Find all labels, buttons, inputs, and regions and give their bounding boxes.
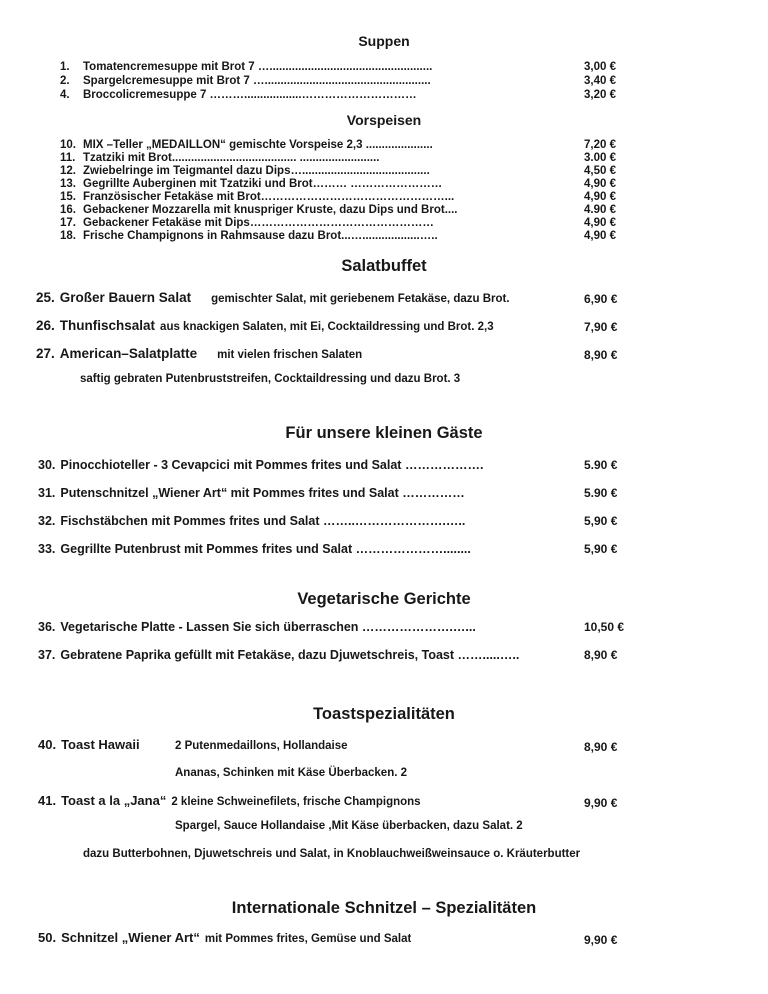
item-name: Gebackener Fetakäse mit Dips xyxy=(83,217,250,229)
item-name: Putenschnitzel „Wiener Art“ mit Pommes frites und Salat xyxy=(60,486,399,500)
menu-item-12 xyxy=(0,165,768,178)
item-price: 4,90 € xyxy=(584,217,616,229)
item-name: Frische Champignons in Rahmsause dazu Brot xyxy=(83,230,342,242)
dot-leader: …………… xyxy=(398,486,465,500)
item-40-subline: Ananas, Schinken mit Käse Überbacken. 2 xyxy=(175,767,408,779)
item-price: 4,90 € xyxy=(584,191,616,203)
menu-item-18 xyxy=(0,230,768,243)
menu-item-36 xyxy=(0,620,768,635)
item-number: 27. xyxy=(36,346,55,361)
item-price: 8,90 € xyxy=(584,740,618,754)
item-text xyxy=(38,737,348,754)
menu-item-11 xyxy=(0,152,768,165)
item-number: 1. xyxy=(60,61,70,73)
item-text xyxy=(36,290,510,307)
item-text xyxy=(38,930,411,947)
item-name: Gegrillte Putenbrust mit Pommes frites und Salat xyxy=(60,542,353,556)
menu-item-26 xyxy=(0,318,768,334)
item-text xyxy=(60,165,430,178)
item-text xyxy=(38,514,465,529)
item-number: 26. xyxy=(36,318,55,333)
menu-item-31 xyxy=(0,486,768,501)
item-number: 2. xyxy=(60,75,70,87)
item-text xyxy=(38,458,483,473)
dot-leader: ……..………………….….. xyxy=(319,514,466,528)
item-text xyxy=(38,486,465,501)
item-text xyxy=(60,217,434,230)
item-number-name xyxy=(38,737,175,753)
section-title-salatbuffet: Salatbuffet xyxy=(341,257,427,275)
item-name: Broccolicremesuppe 7 xyxy=(83,89,207,101)
item-text xyxy=(38,793,421,810)
dot-leader: ..................... xyxy=(362,139,433,151)
item-description: aus knackigen Salaten, mit Ei, Cocktaildressing und Brot. 2,3 xyxy=(160,321,494,333)
item-number: 11. xyxy=(60,152,76,164)
item-name: Thunfischsalat xyxy=(59,318,156,333)
item-number: 25. xyxy=(36,290,55,305)
item-text xyxy=(60,191,454,204)
item-name: Toast a la „Jana“ xyxy=(61,793,167,808)
item-number: 31. xyxy=(38,486,56,500)
item-text xyxy=(38,648,519,663)
item-41-subline: Spargel, Sauce Hollandaise ,Mit Käse überbacken, dazu Salat. 2 xyxy=(175,820,523,832)
item-number: 12. xyxy=(60,165,76,177)
section-toast xyxy=(0,737,768,861)
item-price: 7,90 € xyxy=(584,320,618,334)
item-description: 2 Putenmedaillons, Hollandaise xyxy=(175,740,348,752)
item-price: 3,40 € xyxy=(584,75,616,87)
item-name: Spargelcremesuppe mit Brot 7 xyxy=(83,75,250,87)
section-title-vorspeisen: Vorspeisen xyxy=(346,112,422,128)
section-salatbuffet xyxy=(0,290,768,362)
toast-note: dazu Butterbohnen, Djuwetschreis und Salat, in Knoblauchweißweinsauce o. Kräuterbutter xyxy=(83,848,581,860)
item-price: 8,90 € xyxy=(584,348,618,362)
section-title-kinder: Für unsere kleinen Gäste xyxy=(285,424,483,442)
dot-leader: ………..................………………………… xyxy=(206,89,417,101)
menu-item-40 xyxy=(0,737,768,753)
item-name: Gegrillte Auberginen mit Tzatziki und Brot xyxy=(83,178,313,190)
item-price: 7,20 € xyxy=(584,139,616,151)
dot-leader: …………………………………………... xyxy=(260,191,455,203)
dot-leader: …………………........ xyxy=(352,542,471,556)
item-name: Vegetarische Platte - Lassen Sie sich überraschen xyxy=(60,620,359,634)
item-price: 3.00 € xyxy=(584,152,616,164)
item-price: 3,00 € xyxy=(584,61,616,73)
item-price: 5.90 € xyxy=(584,458,618,472)
item-name: Schnitzel „Wiener Art“ xyxy=(61,930,200,945)
item-text xyxy=(60,204,457,217)
dot-leader: ………………………………………… xyxy=(249,217,434,229)
dot-leader: …........................................ xyxy=(290,165,430,177)
item-price: 9,90 € xyxy=(584,933,618,947)
menu-item-41 xyxy=(0,793,768,809)
section-vegetarisch xyxy=(0,620,768,663)
menu-item-30 xyxy=(0,458,768,473)
item-number: 4. xyxy=(60,89,70,101)
item-name: Toast Hawaii xyxy=(61,737,140,752)
item-text xyxy=(36,346,362,363)
item-description: gemischter Salat, mit geriebenem Fetakäse, dazu Brot. xyxy=(211,293,510,305)
item-text xyxy=(60,60,432,74)
item-number: 40. xyxy=(38,737,57,752)
item-price: 3,20 € xyxy=(584,89,616,101)
menu-item-27 xyxy=(0,346,768,362)
menu-item-4 xyxy=(0,88,768,102)
section-schnitzel xyxy=(0,930,768,946)
item-name: MIX –Teller „MEDAILLON“ gemischte Vorspeise 2,3 xyxy=(83,139,363,151)
menu-item-16 xyxy=(0,204,768,217)
item-price: 9,90 € xyxy=(584,796,618,810)
menu-item-2 xyxy=(0,74,768,88)
item-number: 10. xyxy=(60,139,76,151)
item-price: 8,90 € xyxy=(584,648,618,662)
item-price: 4,90 € xyxy=(584,230,616,242)
menu-item-37 xyxy=(0,648,768,663)
section-suppen xyxy=(0,60,768,102)
item-text xyxy=(60,230,438,243)
dot-leader: ….................................................... xyxy=(249,75,431,87)
item-price: 4.90 € xyxy=(584,204,616,216)
item-text xyxy=(60,88,417,102)
item-number: 33. xyxy=(38,542,56,556)
menu-item-15 xyxy=(0,191,768,204)
section-title-schnitzel: Internationale Schnitzel – Spezialitäten xyxy=(231,899,537,917)
item-name: American–Salatplatte xyxy=(59,346,198,361)
dot-leader: ....................................... ......................... xyxy=(171,152,380,164)
item-number: 16. xyxy=(60,204,76,216)
item-name: Gebackener Mozzarella mit knuspriger Kruste, dazu Dips und Brot xyxy=(83,204,445,216)
item-text xyxy=(60,178,442,191)
menu-item-25 xyxy=(0,290,768,306)
menu-item-17 xyxy=(0,217,768,230)
item-description: mit vielen frischen Salaten xyxy=(217,349,363,361)
section-title-suppen: Suppen xyxy=(358,33,410,49)
item-number: 32. xyxy=(38,514,56,528)
item-text xyxy=(60,152,380,165)
item-text xyxy=(38,542,471,557)
item-name: Zwiebelringe im Teigmantel dazu Dips xyxy=(83,165,291,177)
item-price: 6,90 € xyxy=(584,292,618,306)
item-number: 15. xyxy=(60,191,76,203)
item-number: 17. xyxy=(60,217,76,229)
item-text xyxy=(60,139,433,152)
item-price: 5,90 € xyxy=(584,514,618,528)
item-number: 13. xyxy=(60,178,76,190)
dot-leader: …................................................... xyxy=(254,61,433,73)
item-name: Fischstäbchen mit Pommes frites und Salat xyxy=(60,514,320,528)
item-number: 36. xyxy=(38,620,56,634)
menu-item-33 xyxy=(0,542,768,557)
item-name: Französischer Fetakäse mit Brot xyxy=(83,191,261,203)
item-name: Pinocchioteller - 3 Cevapcici mit Pommes frites und Salat xyxy=(60,458,402,472)
section-title-toast: Toastspezialitäten xyxy=(313,705,455,723)
menu-item-50 xyxy=(0,930,768,946)
dot-leader: ……… …………………… xyxy=(312,178,443,190)
item-number: 18. xyxy=(60,230,76,242)
item-text xyxy=(60,74,431,88)
section-title-vegetarisch: Vegetarische Gerichte xyxy=(297,590,471,608)
menu-item-10 xyxy=(0,139,768,152)
salatbuffet-note: saftig gebraten Putenbruststreifen, Cocktaildressing und dazu Brot. 3 xyxy=(80,373,461,385)
item-description: 2 kleine Schweinefilets, frische Champignons xyxy=(171,796,421,808)
item-name: Gebratene Paprika gefüllt mit Fetakäse, dazu Djuwetschreis, Toast xyxy=(60,648,455,662)
item-name: Tzatziki mit Brot xyxy=(83,152,172,164)
dot-leader: ………………….…... xyxy=(358,620,476,634)
dot-leader: …….....….. xyxy=(454,648,520,662)
menu-item-1 xyxy=(0,60,768,74)
item-text xyxy=(38,620,476,635)
section-vorspeisen xyxy=(0,139,768,243)
item-price: 4,90 € xyxy=(584,178,616,190)
item-price: 5.90 € xyxy=(584,486,618,500)
dot-leader: .... xyxy=(444,204,458,216)
item-text xyxy=(36,318,494,335)
item-number: 30. xyxy=(38,458,56,472)
item-name: Tomatencremesuppe mit Brot 7 xyxy=(83,61,255,73)
dot-leader: ...…..................….. xyxy=(341,230,438,242)
dot-leader: ………………. xyxy=(401,458,484,472)
item-price: 5,90 € xyxy=(584,542,618,556)
item-price: 10,50 € xyxy=(584,620,625,634)
menu-item-13 xyxy=(0,178,768,191)
section-kinder xyxy=(0,458,768,557)
item-number: 50. xyxy=(38,930,57,945)
item-name: Großer Bauern Salat xyxy=(59,290,192,305)
item-number: 41. xyxy=(38,793,57,808)
item-number: 37. xyxy=(38,648,56,662)
item-description: mit Pommes frites, Gemüse und Salat xyxy=(204,933,412,945)
menu-item-32 xyxy=(0,514,768,529)
item-price: 4,50 € xyxy=(584,165,616,177)
